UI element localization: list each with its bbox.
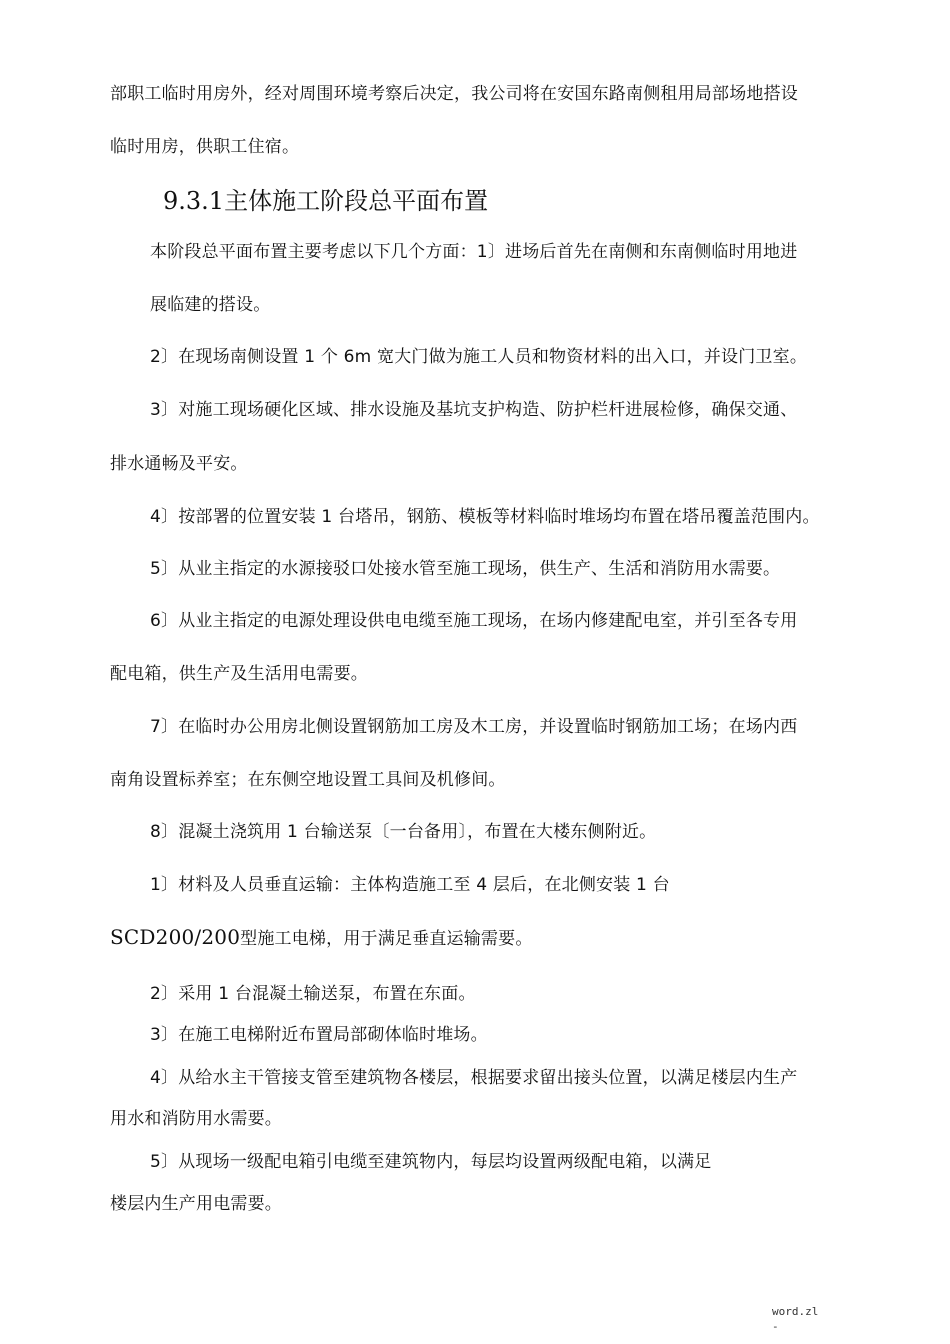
paragraph-line-text: 型施工电梯，用于满足垂直运输需要。 [240,929,533,949]
paragraph-line: 本阶段总平面布置主要考虑以下几个方面：1〕进场后首先在南侧和东南侧临时用地进 [150,242,798,262]
paragraph-line [110,926,533,950]
paragraph-line: 3〕在施工电梯附近布置局部砌体临时堆场。 [150,1025,488,1045]
paragraph-line: 楼层内生产用电需要。 [110,1194,282,1214]
section-title: 主体施工阶段总平面布置 [224,187,489,215]
section-number: 9.3.1 [163,187,225,215]
paragraph-line: 用水和消防用水需要。 [110,1109,282,1129]
paragraph-line: 7〕在临时办公用房北侧设置钢筋加工房及木工房，并设置临时钢筋加工场；在场内西 [150,717,798,737]
paragraph-line: 2〕采用 1 台混凝土输送泵，布置在东面。 [150,984,476,1004]
paragraph-line: 4〕按部署的位置安装 1 台塔吊，钢筋、模板等材料临时堆场均布置在塔吊覆盖范围内。 [150,507,820,527]
paragraph-line: 排水通畅及平安。 [110,454,248,474]
paragraph-line: 配电箱，供生产及生活用电需要。 [110,664,368,684]
paragraph-line: 5〕从业主指定的水源接驳口处接水管至施工现场，供生产、生活和消防用水需要。 [150,559,781,579]
footer-text: word.zl [772,1305,819,1318]
paragraph-line: 5〕从现场一级配电箱引电缆至建筑物内，每层均设置两级配电箱，以满足 [150,1152,712,1172]
paragraph-line: 1〕材料及人员垂直运输：主体构造施工至 4 层后，在北侧安装 1 台 [150,875,670,895]
paragraph-line: 临时用房，供职工住宿。 [110,137,300,157]
paragraph-line: 部职工临时用房外，经对周围环境考察后决定，我公司将在安国东路南侧租用局部场地搭设 [110,84,798,104]
paragraph-line: 3〕对施工现场硬化区域、排水设施及基坑支护构造、防护栏杆进展检修，确保交通、 [150,400,798,420]
paragraph-line: 8〕混凝土浇筑用 1 台输送泵〔一台备用〕，布置在大楼东侧附近。 [150,822,657,842]
paragraph-line: 展临建的搭设。 [150,295,271,315]
paragraph-line: 6〕从业主指定的电源处理设供电电缆至施工现场，在场内修建配电室，并引至各专用 [150,611,798,631]
paragraph-line: 2〕在现场南侧设置 1 个 6m 宽大门做为施工人员和物资材料的出入口，并设门卫室。 [150,347,808,367]
footer-dash: - [772,1320,779,1333]
model-code: SCD200/200 [110,925,241,949]
paragraph-line: 南角设置标养室；在东侧空地设置工具间及机修间。 [110,770,506,790]
paragraph-line: 4〕从给水主干管接支管至建筑物各楼层，根据要求留出接头位置，以满足楼层内生产 [150,1068,798,1088]
section-heading [163,186,488,216]
